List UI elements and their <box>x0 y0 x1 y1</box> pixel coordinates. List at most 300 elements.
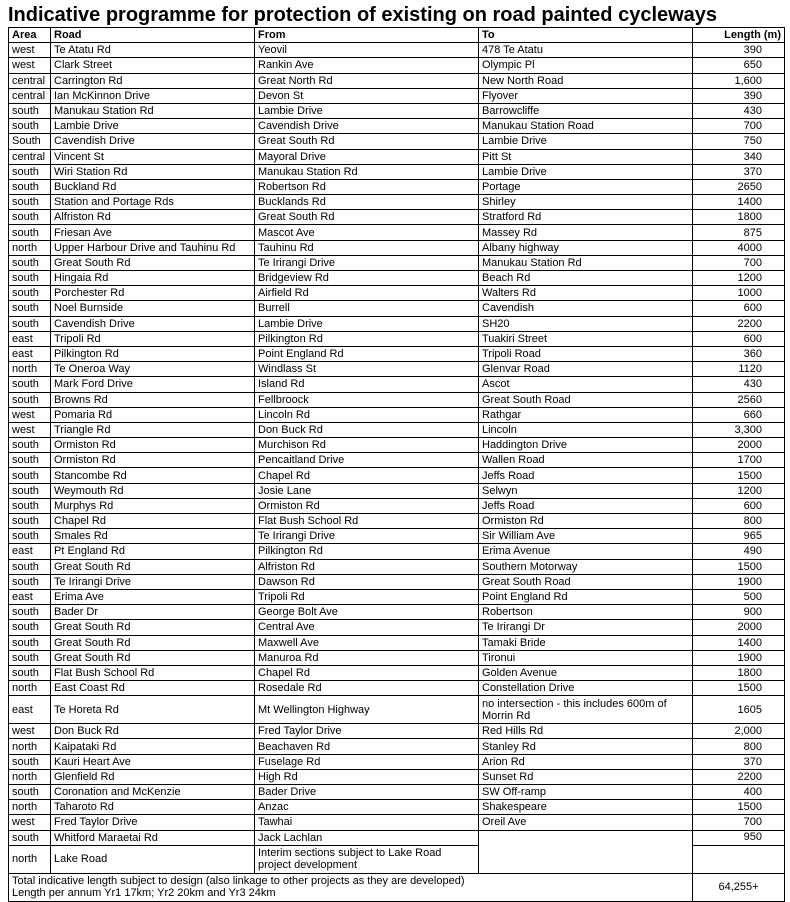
footer-note-line1: Total indicative length subject to design (also linkage to other projects as they are developed) <box>12 875 465 888</box>
cell-to: Golden Avenue <box>479 665 693 680</box>
table-row <box>9 103 785 118</box>
cell-from: Fuselage Rd <box>255 754 479 769</box>
cell-road: Station and Portage Rds <box>51 195 255 210</box>
cell-from: Manuroa Rd <box>255 650 479 665</box>
table-row <box>9 589 785 604</box>
table-row <box>9 149 785 164</box>
cycleway-programme-table <box>8 27 785 902</box>
table-row <box>9 422 785 437</box>
cell-area: south <box>9 620 51 635</box>
table-row <box>9 195 785 210</box>
cell-from: Tauhinu Rd <box>255 240 479 255</box>
cell-area: south <box>9 830 51 845</box>
table-row <box>9 119 785 134</box>
cell-to: 478 Te Atatu <box>479 43 693 58</box>
footer-total-length: 64,255+ <box>693 873 785 901</box>
cell-to: Barrowcliffe <box>479 103 693 118</box>
cell-road: Smales Rd <box>51 529 255 544</box>
cell-area: west <box>9 422 51 437</box>
cell-road: Pomaria Rd <box>51 407 255 422</box>
cell-from: Fred Taylor Drive <box>255 724 479 739</box>
cell-to: Lincoln <box>479 422 693 437</box>
cell-length: 1500 <box>693 468 785 483</box>
cell-area: South <box>9 134 51 149</box>
cell-area: east <box>9 589 51 604</box>
cell-to: Tuakiri Street <box>479 331 693 346</box>
cell-from: Mt Wellington Highway <box>255 696 479 724</box>
cell-from: Rankin Ave <box>255 58 479 73</box>
cell-road: Don Buck Rd <box>51 724 255 739</box>
table-row <box>9 346 785 361</box>
cell-to: Sir William Ave <box>479 529 693 544</box>
table-row <box>9 331 785 346</box>
cell-from: Burrell <box>255 301 479 316</box>
cell-length: 430 <box>693 377 785 392</box>
cell-area: north <box>9 845 51 873</box>
cell-length: 1900 <box>693 650 785 665</box>
cell-length: 1800 <box>693 210 785 225</box>
cell-length: 2650 <box>693 179 785 194</box>
table-row <box>9 240 785 255</box>
cell-length: 650 <box>693 58 785 73</box>
cell-area: south <box>9 316 51 331</box>
table-row <box>9 514 785 529</box>
cell-from: Te Irirangi Drive <box>255 529 479 544</box>
cell-area: west <box>9 724 51 739</box>
header-length: Length (m) <box>693 28 785 43</box>
cell-road: Fred Taylor Drive <box>51 815 255 830</box>
cell-from: Rosedale Rd <box>255 681 479 696</box>
cell-area: south <box>9 255 51 270</box>
table-row <box>9 164 785 179</box>
cell-length: 600 <box>693 498 785 513</box>
cell-area: south <box>9 483 51 498</box>
cell-road: Murphys Rd <box>51 498 255 513</box>
cell-road: Coronation and McKenzie <box>51 785 255 800</box>
cell-to: Great South Road <box>479 574 693 589</box>
cell-to: Portage <box>479 179 693 194</box>
cell-from: Don Buck Rd <box>255 422 479 437</box>
cell-to: New North Road <box>479 73 693 88</box>
table-row <box>9 681 785 696</box>
cell-length <box>693 845 785 873</box>
cell-from: Robertson Rd <box>255 179 479 194</box>
cell-from: Bader Drive <box>255 785 479 800</box>
cell-from: Bucklands Rd <box>255 195 479 210</box>
cell-road: Friesan Ave <box>51 225 255 240</box>
cell-area: south <box>9 225 51 240</box>
table-tail <box>9 830 785 901</box>
cell-area: south <box>9 286 51 301</box>
cell-area: north <box>9 240 51 255</box>
table-row <box>9 739 785 754</box>
table-row <box>9 377 785 392</box>
cell-area: south <box>9 498 51 513</box>
cell-area: south <box>9 453 51 468</box>
cell-road: Porchester Rd <box>51 286 255 301</box>
header-from: From <box>255 28 479 43</box>
cell-area: south <box>9 574 51 589</box>
cell-road: Pt England Rd <box>51 544 255 559</box>
cell-from: Yeovil <box>255 43 479 58</box>
cell-from: Anzac <box>255 800 479 815</box>
table-row <box>9 316 785 331</box>
cell-road: Vincent St <box>51 149 255 164</box>
cell-length: 3,300 <box>693 422 785 437</box>
table-row <box>9 362 785 377</box>
cell-to: Flyover <box>479 88 693 103</box>
cell-to: Selwyn <box>479 483 693 498</box>
cell-from: Flat Bush School Rd <box>255 514 479 529</box>
cell-length: 2000 <box>693 620 785 635</box>
cell-to: Tripoli Road <box>479 346 693 361</box>
cell-to: Ormiston Rd <box>479 514 693 529</box>
cell-from: Point England Rd <box>255 346 479 361</box>
cell-area: south <box>9 195 51 210</box>
cell-length: 600 <box>693 301 785 316</box>
cell-length: 800 <box>693 514 785 529</box>
cell-area: south <box>9 301 51 316</box>
cell-road: Chapel Rd <box>51 514 255 529</box>
cell-area: south <box>9 785 51 800</box>
cell-road: Lake Road <box>51 845 255 873</box>
table-row <box>9 286 785 301</box>
table-row <box>9 498 785 513</box>
cell-road: Browns Rd <box>51 392 255 407</box>
cell-from: Manukau Station Rd <box>255 164 479 179</box>
cell-length: 340 <box>693 149 785 164</box>
cell-to: Constellation Drive <box>479 681 693 696</box>
cell-road: Cavendish Drive <box>51 134 255 149</box>
cell-from: Great North Rd <box>255 73 479 88</box>
cell-length: 1900 <box>693 574 785 589</box>
cell-length: 950 <box>693 830 785 845</box>
cell-road: Great South Rd <box>51 620 255 635</box>
cell-area: west <box>9 43 51 58</box>
cell-from: Island Rd <box>255 377 479 392</box>
cell-length: 1200 <box>693 483 785 498</box>
cell-from: Bridgeview Rd <box>255 271 479 286</box>
cell-road: Te Atatu Rd <box>51 43 255 58</box>
cell-area: south <box>9 271 51 286</box>
table-row <box>9 43 785 58</box>
cell-area: south <box>9 529 51 544</box>
cell-road: Great South Rd <box>51 255 255 270</box>
cell-to: Jeffs Road <box>479 498 693 513</box>
table-row <box>9 574 785 589</box>
cell-road: Ormiston Rd <box>51 438 255 453</box>
cell-area: north <box>9 800 51 815</box>
cell-length: 600 <box>693 331 785 346</box>
cell-to: Shakespeare <box>479 800 693 815</box>
cell-to: Albany highway <box>479 240 693 255</box>
cell-to: Shirley <box>479 195 693 210</box>
cell-area: south <box>9 438 51 453</box>
cell-length: 700 <box>693 119 785 134</box>
cell-to: no intersection - this includes 600m of Morrin Rd <box>479 696 693 724</box>
cell-road: Kaipataki Rd <box>51 739 255 754</box>
cell-to: Tamaki Bride <box>479 635 693 650</box>
cell-area: north <box>9 681 51 696</box>
cell-road: Taharoto Rd <box>51 800 255 815</box>
cell-from: Pilkington Rd <box>255 544 479 559</box>
cell-to: Robertson <box>479 605 693 620</box>
cell-from: Dawson Rd <box>255 574 479 589</box>
table-row <box>9 724 785 739</box>
cell-road: Great South Rd <box>51 650 255 665</box>
cell-length: 400 <box>693 785 785 800</box>
cell-road: Bader Dr <box>51 605 255 620</box>
cell-road: Lambie Drive <box>51 119 255 134</box>
table-row <box>9 815 785 830</box>
cell-from: Lincoln Rd <box>255 407 479 422</box>
cell-length: 1700 <box>693 453 785 468</box>
cell-length: 875 <box>693 225 785 240</box>
cell-to: Sunset Rd <box>479 769 693 784</box>
cell-length: 700 <box>693 815 785 830</box>
cell-from: Lambie Drive <box>255 103 479 118</box>
cell-from: Interim sections subject to Lake Road project development <box>255 845 479 873</box>
cell-length: 1,600 <box>693 73 785 88</box>
table-row <box>9 665 785 680</box>
cell-road: Buckland Rd <box>51 179 255 194</box>
cell-to: Tironui <box>479 650 693 665</box>
cell-road: Great South Rd <box>51 559 255 574</box>
document-title: Indicative programme for protection of existing on road painted cycleways <box>8 4 718 26</box>
cell-length: 1400 <box>693 635 785 650</box>
cell-from: Fellbroock <box>255 392 479 407</box>
cell-road: Triangle Rd <box>51 422 255 437</box>
table-row <box>9 559 785 574</box>
table-row <box>9 453 785 468</box>
cell-from: Tawhai <box>255 815 479 830</box>
cell-length: 1500 <box>693 681 785 696</box>
table-row <box>9 650 785 665</box>
cell-road: Te Horeta Rd <box>51 696 255 724</box>
footer-note-line2: Length per annum Yr1 17km; Yr2 20km and Yr3 24km <box>12 887 276 900</box>
cell-area: north <box>9 769 51 784</box>
cell-area: west <box>9 407 51 422</box>
cell-length: 750 <box>693 134 785 149</box>
cell-to: Walters Rd <box>479 286 693 301</box>
table-row <box>9 620 785 635</box>
cell-to: Haddington Drive <box>479 438 693 453</box>
cell-road: Wiri Station Rd <box>51 164 255 179</box>
cell-road: Stancombe Rd <box>51 468 255 483</box>
cell-area: central <box>9 149 51 164</box>
cell-from: Central Ave <box>255 620 479 635</box>
cell-length: 2200 <box>693 316 785 331</box>
table-row <box>9 438 785 453</box>
cell-area: south <box>9 210 51 225</box>
cell-length: 500 <box>693 589 785 604</box>
cell-from: Windlass St <box>255 362 479 377</box>
cell-area: south <box>9 754 51 769</box>
cell-road: Hingaia Rd <box>51 271 255 286</box>
cell-length: 2560 <box>693 392 785 407</box>
cell-area: west <box>9 58 51 73</box>
cell-area: south <box>9 635 51 650</box>
cell-from: Ormiston Rd <box>255 498 479 513</box>
cell-area: south <box>9 377 51 392</box>
cell-length: 2200 <box>693 769 785 784</box>
cell-road: Cavendish Drive <box>51 316 255 331</box>
table-row <box>9 830 785 845</box>
cell-area: central <box>9 73 51 88</box>
cell-road: Erima Ave <box>51 589 255 604</box>
cell-area: north <box>9 362 51 377</box>
cell-to: SW Off-ramp <box>479 785 693 800</box>
cell-area: south <box>9 650 51 665</box>
cell-road: Whitford Maraetai Rd <box>51 830 255 845</box>
cell-from: Jack Lachlan <box>255 830 479 845</box>
cell-to: Ascot <box>479 377 693 392</box>
cell-length: 4000 <box>693 240 785 255</box>
cell-area: south <box>9 119 51 134</box>
header-road: Road <box>51 28 255 43</box>
cell-length: 1605 <box>693 696 785 724</box>
cell-area: central <box>9 88 51 103</box>
cell-length: 965 <box>693 529 785 544</box>
cell-to: Massey Rd <box>479 225 693 240</box>
cell-area: north <box>9 739 51 754</box>
cell-to: Lambie Drive <box>479 164 693 179</box>
cell-to: Lambie Drive <box>479 134 693 149</box>
cell-road: Manukau Station Rd <box>51 103 255 118</box>
cell-road: Ormiston Rd <box>51 453 255 468</box>
table-footer-row <box>9 873 785 901</box>
table-row <box>9 225 785 240</box>
cell-from: George Bolt Ave <box>255 605 479 620</box>
cell-from: Mayoral Drive <box>255 149 479 164</box>
cell-road: Te Irirangi Drive <box>51 574 255 589</box>
table-row <box>9 769 785 784</box>
cell-length: 370 <box>693 164 785 179</box>
cell-length: 360 <box>693 346 785 361</box>
header-to: To <box>479 28 693 43</box>
table-row <box>9 134 785 149</box>
cell-length: 490 <box>693 544 785 559</box>
cell-area: east <box>9 346 51 361</box>
cell-to: Wallen Road <box>479 453 693 468</box>
cell-to: Beach Rd <box>479 271 693 286</box>
cell-road: Flat Bush School Rd <box>51 665 255 680</box>
cell-length: 370 <box>693 754 785 769</box>
cell-area: south <box>9 103 51 118</box>
cell-to: Rathgar <box>479 407 693 422</box>
cell-road: Pilkington Rd <box>51 346 255 361</box>
cell-from: Great South Rd <box>255 134 479 149</box>
cell-length: 2000 <box>693 438 785 453</box>
cell-from: High Rd <box>255 769 479 784</box>
table-row <box>9 529 785 544</box>
table-row <box>9 179 785 194</box>
cell-from: Great South Rd <box>255 210 479 225</box>
footer-note <box>9 873 693 901</box>
cell-from: Tripoli Rd <box>255 589 479 604</box>
cell-length: 390 <box>693 88 785 103</box>
cell-length: 1800 <box>693 665 785 680</box>
header-area: Area <box>9 28 51 43</box>
cell-length: 1500 <box>693 800 785 815</box>
cell-length: 1120 <box>693 362 785 377</box>
cell-from: Beachaven Rd <box>255 739 479 754</box>
cell-road: Alfriston Rd <box>51 210 255 225</box>
table-row <box>9 301 785 316</box>
table-row <box>9 785 785 800</box>
cell-length: 2,000 <box>693 724 785 739</box>
cell-road: Ian McKinnon Drive <box>51 88 255 103</box>
cell-length: 700 <box>693 255 785 270</box>
cell-road: Carrington Rd <box>51 73 255 88</box>
cell-length: 660 <box>693 407 785 422</box>
table-body <box>9 43 785 830</box>
cell-from: Devon St <box>255 88 479 103</box>
cell-to: Cavendish <box>479 301 693 316</box>
cell-road: Glenfield Rd <box>51 769 255 784</box>
cell-area: south <box>9 468 51 483</box>
cell-to: SH20 <box>479 316 693 331</box>
cell-road: Upper Harbour Drive and Tauhinu Rd <box>51 240 255 255</box>
cell-to: Great South Road <box>479 392 693 407</box>
cell-to: Manukau Station Road <box>479 119 693 134</box>
cell-length: 1000 <box>693 286 785 301</box>
cell-area: east <box>9 544 51 559</box>
cell-road: Noel Burnside <box>51 301 255 316</box>
cell-road: Clark Street <box>51 58 255 73</box>
cell-length: 800 <box>693 739 785 754</box>
cell-length: 430 <box>693 103 785 118</box>
cell-from: Chapel Rd <box>255 468 479 483</box>
table-row <box>9 392 785 407</box>
table-row <box>9 468 785 483</box>
table-row <box>9 696 785 724</box>
table-row <box>9 544 785 559</box>
cell-from: Chapel Rd <box>255 665 479 680</box>
cell-from: Mascot Ave <box>255 225 479 240</box>
cell-to: Oreil Ave <box>479 815 693 830</box>
table-row <box>9 210 785 225</box>
cell-to: Glenvar Road <box>479 362 693 377</box>
cell-length: 1400 <box>693 195 785 210</box>
cell-road: Great South Rd <box>51 635 255 650</box>
cell-length: 1500 <box>693 559 785 574</box>
cell-from: Josie Lane <box>255 483 479 498</box>
cell-from: Murchison Rd <box>255 438 479 453</box>
table-row <box>9 73 785 88</box>
cell-to: Red Hills Rd <box>479 724 693 739</box>
cell-from: Pencaitland Drive <box>255 453 479 468</box>
cell-length: 900 <box>693 605 785 620</box>
cell-from: Maxwell Ave <box>255 635 479 650</box>
table-header-row <box>9 28 785 43</box>
cell-area: south <box>9 392 51 407</box>
cell-from: Cavendish Drive <box>255 119 479 134</box>
table-row <box>9 271 785 286</box>
cell-area: south <box>9 559 51 574</box>
cell-area: west <box>9 815 51 830</box>
cell-length: 1200 <box>693 271 785 286</box>
cell-road: Te Oneroa Way <box>51 362 255 377</box>
cell-area: south <box>9 179 51 194</box>
cell-to: Southern Motorway <box>479 559 693 574</box>
cell-area: south <box>9 164 51 179</box>
cell-from: Alfriston Rd <box>255 559 479 574</box>
table-row <box>9 88 785 103</box>
table-row <box>9 483 785 498</box>
cell-from: Lambie Drive <box>255 316 479 331</box>
cell-to: Stanley Rd <box>479 739 693 754</box>
